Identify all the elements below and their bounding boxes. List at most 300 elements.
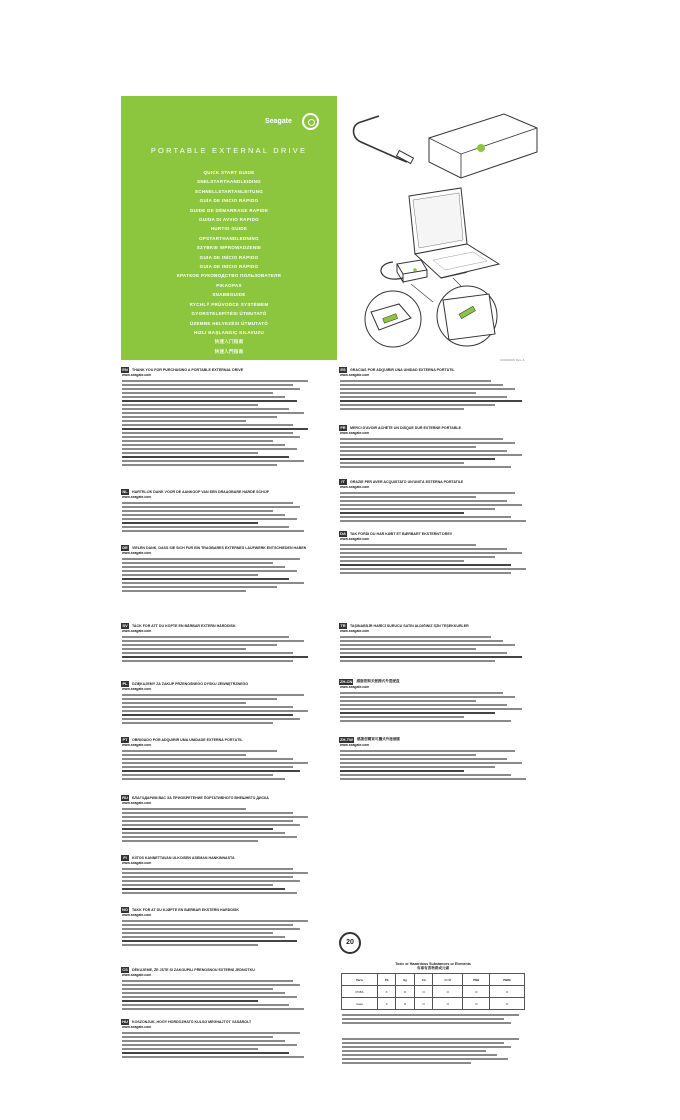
text-line [340, 640, 503, 642]
section-zh-cn [339, 678, 533, 722]
language-code-badge: NO [122, 906, 128, 912]
section-header [121, 1018, 315, 1025]
text-line [122, 932, 273, 934]
text-line [340, 442, 515, 444]
text-line [340, 458, 495, 460]
text-line [122, 452, 258, 454]
section-title: GRACIAS POR ADQUIRIR UNA UNIDAD EXTERNA PORTÁTIL [350, 367, 455, 372]
text-line [122, 652, 293, 654]
text-line [340, 520, 526, 522]
text-line [122, 762, 308, 764]
text-line [340, 704, 507, 706]
text-line [122, 432, 293, 434]
section-pl [121, 680, 315, 724]
support-url: www.seagate.com [122, 973, 152, 977]
text-line [122, 984, 300, 986]
text-line [122, 416, 277, 418]
text-line [122, 380, 308, 382]
section-nl [121, 488, 315, 532]
text-line [122, 832, 285, 834]
language-code-badge: FI [121, 855, 129, 861]
section-header [121, 966, 315, 973]
section-header [121, 622, 315, 629]
section-it [339, 478, 533, 522]
section-no [121, 906, 315, 946]
text-line [122, 988, 273, 990]
text-line [122, 412, 304, 414]
text-line [122, 510, 273, 512]
guide-title-13: SNABBGUIDE [212, 292, 246, 298]
text-line [122, 656, 308, 658]
text-line [122, 816, 308, 818]
section-title: TAŞINABİLİR HARİCİ SÜRÜCÜ SATIN ALDIĞINIZ İÇİN TEŞEKKÜRLER [350, 623, 469, 628]
text-line [122, 812, 293, 814]
table-value-cell: O [490, 986, 525, 998]
language-code-badge: DE [122, 544, 128, 550]
text-line [122, 440, 273, 442]
text-line [122, 884, 273, 886]
section-title: DZIĘKUJEMY ZA ZAKUP PRZENOŚNEGO DYSKU ZEWNĘTRZNEGO [132, 681, 249, 686]
text-line [122, 566, 285, 568]
text-line [122, 944, 258, 946]
text-line [122, 996, 297, 998]
text-line [122, 992, 285, 994]
text-line [122, 876, 293, 878]
text-line [122, 702, 246, 704]
text-line [340, 380, 491, 382]
text-line [340, 438, 503, 440]
text-line [122, 872, 308, 874]
section-title: KÖSZÖNJÜK, HOGY HORDOZHATÓ KÜLSŐ MEGHAJTÓT VÁSÁROLT [132, 1019, 252, 1024]
text-line [340, 644, 515, 646]
text-line [122, 388, 300, 390]
language-code-badge: IT [339, 479, 347, 485]
text-line [340, 716, 464, 718]
table-value-cell: O [414, 986, 433, 998]
text-line [122, 710, 308, 712]
guide-title-14: RYCHLÝ PRŮVODCE SYSTÉMEM [189, 301, 269, 307]
text-line [122, 892, 297, 894]
text-line [122, 448, 297, 450]
text-line [340, 774, 511, 776]
language-code-badge: NL [122, 488, 128, 494]
text-line [122, 428, 308, 430]
text-line [340, 496, 476, 498]
text-line [122, 828, 273, 830]
text-line [340, 754, 476, 756]
text-line [122, 778, 285, 780]
text-line [122, 444, 285, 446]
text-line [122, 920, 308, 922]
language-code-badge: RU [122, 794, 128, 800]
section-pt [121, 736, 315, 780]
text-line [122, 502, 293, 504]
text-line [122, 570, 297, 572]
text-line [122, 396, 285, 398]
support-url: www.seagate.com [122, 629, 152, 633]
guide-title-12: PIKAOPAS [216, 282, 242, 288]
text-line [340, 388, 515, 390]
table-value-cell: X [378, 986, 396, 998]
section-cs [121, 966, 315, 1010]
text-line [340, 462, 464, 464]
text-line [340, 778, 526, 780]
guide-title-15: GYORSTELEPÍTÉSI ÚTMUTATÓ [191, 311, 267, 317]
text-line [122, 820, 293, 822]
section-header [121, 794, 315, 801]
text-line [342, 1014, 519, 1016]
text-line [340, 384, 503, 386]
table-part-cell: PCBA [342, 986, 378, 998]
laptop-connection-illustration [349, 184, 539, 360]
text-line [122, 464, 277, 466]
text-line [340, 770, 464, 772]
text-line [122, 1040, 285, 1042]
support-url: www.seagate.com [340, 685, 370, 689]
table-header-cell: PBDE [490, 974, 525, 986]
section-header [339, 736, 533, 743]
text-line [122, 840, 258, 842]
text-line [122, 590, 246, 592]
table-value-cell: O [463, 986, 490, 998]
text-line [122, 1056, 304, 1058]
text-line [340, 396, 507, 398]
support-url: www.seagate.com [122, 551, 152, 555]
text-line [122, 460, 304, 462]
language-code-badge: PL [122, 680, 128, 686]
section-title: DĚKUJEME, ŽE JSTE SI ZAKOUPILI PŘENOSNOU EXTERNÍ JEDNOTKU [132, 967, 255, 972]
section-ru [121, 794, 315, 842]
guide-title-10: GUIA DE INÍCIO RÁPIDO [199, 264, 259, 270]
text-line [340, 512, 464, 514]
table-value-cell: O [490, 998, 525, 1010]
guide-title-1: SNELSTARTHANDLEIDING [197, 179, 261, 185]
text-line [342, 1046, 511, 1048]
support-url: www.seagate.com [122, 373, 152, 377]
text-line [340, 750, 515, 752]
table-part-cell: Case [342, 998, 378, 1010]
section-title: OBRIGADO POR ADQUIRIR UMA UNIDADE EXTERNA PORTÁTIL [132, 737, 243, 742]
text-line [122, 530, 304, 532]
language-code-badge: EN [122, 366, 128, 372]
text-line [122, 562, 273, 564]
text-line [122, 640, 304, 642]
product-title: PORTABLE EXTERNAL DRIVE [150, 146, 308, 155]
text-line [122, 1044, 297, 1046]
table-value-cell: O [463, 998, 490, 1010]
text-line [340, 560, 464, 562]
support-url: www.seagate.com [122, 861, 152, 865]
part-number: 100000000 Rev. A [500, 358, 525, 362]
text-line [122, 868, 293, 870]
table-value-cell: O [396, 998, 415, 1010]
text-line [340, 450, 507, 452]
text-line [122, 722, 273, 724]
text-line [342, 1038, 519, 1040]
text-line [122, 694, 304, 696]
section-title: VIELEN DANK, DASS SIE SICH FÜR EIN TRAGBARES EXTERNES LAUFWERK ENTSCHIEDEN HABEN [132, 545, 307, 550]
text-line [122, 578, 289, 580]
text-line [122, 824, 300, 826]
text-line [340, 404, 495, 406]
table-footnote [341, 1012, 525, 1024]
section-title: TAKK FOR AT DU KJØPTE EN BÆRBAR EKSTERN HARDDISK [132, 907, 239, 912]
section-header [339, 678, 533, 685]
table-header-cell: PBB [463, 974, 490, 986]
language-code-badge: SV [122, 622, 128, 628]
support-url: www.seagate.com [340, 537, 370, 541]
section-en [121, 366, 315, 466]
text-line [122, 420, 246, 422]
section-de [121, 544, 315, 592]
text-line [342, 1018, 504, 1020]
text-line [340, 762, 522, 764]
text-line [340, 660, 495, 662]
text-line [122, 1008, 304, 1010]
text-line [122, 928, 300, 930]
text-line [340, 656, 522, 658]
text-line [340, 500, 507, 502]
section-title: HARTELIJK DANK VOOR DE AANKOOP VAN EEN DRAAGBARE HARDE SCHIJF [132, 489, 269, 494]
text-line [340, 708, 522, 710]
text-line [122, 582, 304, 584]
text-line [340, 564, 511, 566]
text-line [340, 446, 476, 448]
text-line [340, 516, 511, 518]
text-line [340, 556, 495, 558]
text-line [122, 574, 258, 576]
text-line [122, 1004, 289, 1006]
text-line [122, 424, 293, 426]
text-line [122, 522, 258, 524]
guide-title-0: QUICK START GUIDE [203, 170, 255, 175]
table-value-cell: X [378, 998, 396, 1010]
section-fi [121, 854, 315, 894]
text-line [340, 692, 503, 694]
guide-title-19: 快速入門指南 [214, 348, 244, 354]
section-header [121, 854, 315, 861]
text-line [122, 1000, 258, 1002]
text-line [340, 720, 511, 722]
text-line [122, 404, 258, 406]
text-line [340, 454, 522, 456]
text-line [122, 1052, 289, 1054]
text-line [122, 518, 297, 520]
text-line [122, 774, 273, 776]
text-line [340, 568, 526, 570]
text-line [122, 648, 246, 650]
section-header [339, 424, 533, 431]
text-line [122, 758, 293, 760]
text-line [342, 1062, 471, 1064]
guide-title-9: GUIA DE INÍCIO RÁPIDO [199, 254, 259, 260]
table-title: Toxic or Hazardous Substances or Elements [395, 962, 471, 966]
section-title: TAK FORDI DU HAR KØBT ET BÆRBART EKSTERNT DREV [350, 531, 453, 536]
table-header-cell: Hg [396, 974, 415, 986]
table-subtitle: 有毒有害物质或元素 [416, 966, 450, 970]
text-line [122, 940, 297, 942]
text-line [340, 408, 464, 410]
text-line [122, 766, 293, 768]
guide-title-18: 快速入门指南 [214, 339, 244, 345]
support-url: www.seagate.com [340, 743, 370, 747]
table-value-cell: O [414, 998, 433, 1010]
text-line [122, 644, 277, 646]
guide-title-17: HIZLI BAŞLANGIÇ KILAVUZU [193, 329, 265, 335]
text-line [122, 408, 289, 410]
legal-text [341, 1036, 525, 1064]
text-line [342, 1054, 497, 1056]
section-title: GRAZIE PER AVER ACQUISTATO UN'UNITÀ ESTERNA PORTATILE [350, 479, 464, 484]
section-title: THANK YOU FOR PURCHASING A PORTABLE EXTERNAL DRIVE [132, 367, 244, 372]
table-value-cell: O [396, 986, 415, 998]
text-line [342, 1058, 508, 1060]
text-line [122, 888, 285, 890]
support-url: www.seagate.com [340, 485, 370, 489]
guide-title-8: SZYBKIE WPROWADZENIE [196, 245, 262, 251]
section-title: TACK FÖR ATT DU KÖPTE EN BÄRBAR EXTERN HÅRDDISK [132, 623, 236, 628]
drive-and-cable-illustration [349, 108, 539, 180]
support-url: www.seagate.com [122, 743, 152, 747]
support-url: www.seagate.com [122, 801, 152, 805]
section-title: KIITOS KANNETTAVAN ULKOISEN ASEMAN HANKINNASTA [132, 855, 235, 860]
language-code-badge: ZH-CN [340, 678, 353, 684]
text-line [340, 636, 491, 638]
text-line [122, 808, 246, 810]
text-line [340, 466, 511, 468]
language-code-badge: ES [340, 366, 346, 372]
text-line [122, 586, 277, 588]
section-header [121, 736, 315, 743]
table-row [342, 998, 525, 1010]
text-line [122, 392, 273, 394]
text-line [122, 698, 277, 700]
guide-title-11: КРАТКОЕ РУКОВОДСТВО ПОЛЬЗОВАТЕЛЯ [176, 273, 282, 279]
text-line [122, 558, 300, 560]
section-es [339, 366, 533, 410]
text-line [122, 514, 285, 516]
text-line [122, 936, 285, 938]
text-line [122, 924, 293, 926]
guide-title-2: SCHNELLSTARTANLEITUNG [194, 188, 264, 194]
text-line [122, 636, 289, 638]
section-header [121, 906, 315, 913]
section-header [339, 530, 533, 537]
text-line [122, 506, 300, 508]
language-code-badge: TR [340, 622, 346, 628]
text-line [122, 400, 297, 402]
support-url: www.seagate.com [340, 629, 370, 633]
section-da [339, 530, 533, 574]
text-line [122, 1032, 300, 1034]
section-header [339, 478, 533, 485]
language-code-badge: HU [122, 1018, 128, 1024]
table-value-cell: O [433, 998, 463, 1010]
guide-title-6: HURTIG GUIDE [210, 226, 248, 232]
text-line [122, 706, 293, 708]
text-line [122, 750, 277, 752]
text-line [340, 508, 495, 510]
text-line [122, 980, 293, 982]
table-header-cell: Parts [342, 974, 378, 986]
section-title: БЛАГОДАРИМ ВАС ЗА ПРИОБРЕТЕНИЕ ПОРТАТИВНОГО ВНЕШНЕГО ДИСКА [132, 795, 269, 800]
section-hu [121, 1018, 315, 1058]
brand-logo-text: Seagate [265, 118, 292, 125]
text-line [340, 400, 522, 402]
guide-title-4: GUIDE DE DÉMARRAGE RAPIDE [189, 207, 269, 213]
language-code-badge: PT [122, 736, 128, 742]
section-zh-tw [339, 736, 533, 780]
support-url: www.seagate.com [122, 913, 152, 917]
text-line [122, 526, 289, 528]
table-value-cell: O [433, 986, 463, 998]
text-line [122, 436, 300, 438]
text-line [340, 712, 495, 714]
text-line [340, 700, 476, 702]
guide-title-16: ÜZEMBE HELYEZÉSI ÚTMUTATÓ [189, 320, 269, 326]
guide-title-5: GUIDA DI AVVIO RAPIDO [199, 217, 259, 223]
section-header [339, 622, 533, 629]
text-line [340, 652, 507, 654]
text-line [340, 544, 476, 546]
table-header-cell: Pb [378, 974, 396, 986]
text-line [122, 714, 293, 716]
guide-title-3: GUÍA DE INICIO RÁPIDO [199, 198, 259, 204]
section-header [121, 488, 315, 495]
text-line [122, 456, 289, 458]
table-row [342, 986, 525, 998]
text-line [342, 1050, 486, 1052]
table-header-cell: Cd [414, 974, 433, 986]
text-line [122, 754, 246, 756]
section-fr [339, 424, 533, 468]
language-code-badge: DA [340, 530, 346, 536]
text-line [122, 836, 297, 838]
text-line [122, 1036, 273, 1038]
text-line [340, 504, 522, 506]
section-title: MERCI D'AVOIR ACHETÉ UN DISQUE DUR EXTERNE PORTABLE [350, 425, 462, 430]
text-line [340, 548, 507, 550]
language-code-badge: ZH-TW [340, 736, 353, 742]
support-url: www.seagate.com [122, 1025, 152, 1029]
text-line [122, 384, 293, 386]
section-title: 感謝您購買可攜式外接硬碟 [356, 737, 401, 741]
section-tr [339, 622, 533, 662]
text-line [340, 648, 476, 650]
text-line [340, 758, 507, 760]
section-sv [121, 622, 315, 662]
section-header [121, 680, 315, 687]
language-code-badge: FR [340, 424, 346, 430]
text-line [122, 718, 300, 720]
support-url: www.seagate.com [340, 373, 370, 377]
language-code-badge: CS [122, 966, 128, 972]
text-line [340, 552, 522, 554]
text-line [342, 1022, 511, 1024]
text-line [122, 770, 300, 772]
recycle-mark-icon: 20 [339, 932, 361, 954]
text-line [340, 696, 515, 698]
guide-title-7: OPSTARTHANDLEDNING [199, 235, 259, 241]
support-url: www.seagate.com [122, 495, 152, 499]
table-header-cell: Cr VI [433, 974, 463, 986]
hazardous-substances-table [341, 962, 525, 1010]
text-line [340, 492, 515, 494]
text-line [340, 392, 476, 394]
support-url: www.seagate.com [122, 687, 152, 691]
section-header [121, 366, 315, 373]
section-title: 感谢您购买便携式外置硬盘 [356, 679, 400, 683]
